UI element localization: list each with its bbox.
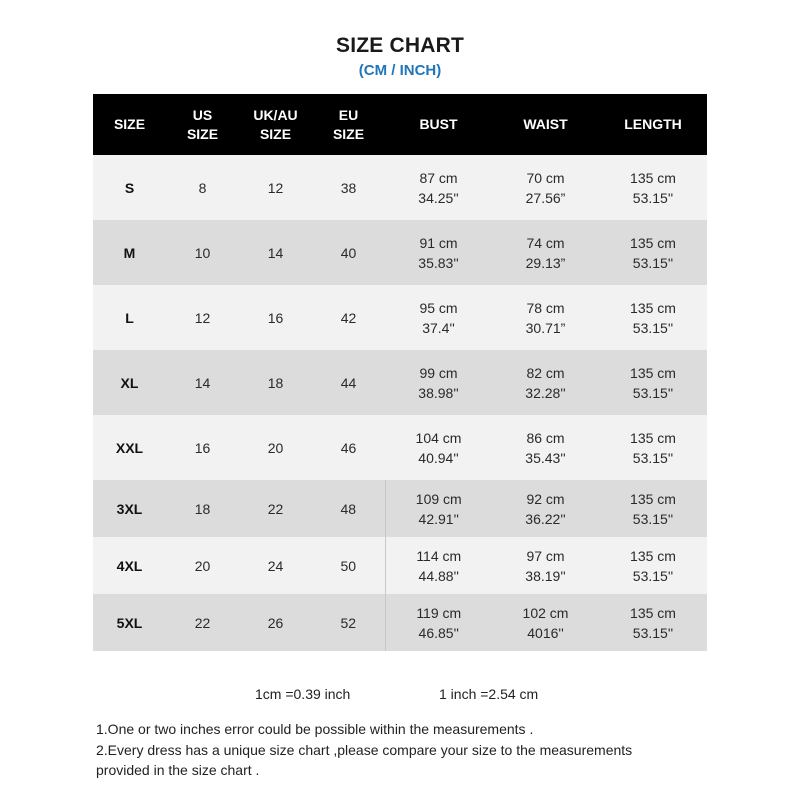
- cell-us-size: 18: [166, 480, 239, 537]
- cell-us-size: 8: [166, 155, 239, 220]
- bust-cm: 119 cm: [416, 604, 462, 621]
- cell-length: [599, 415, 707, 480]
- cell-length: [599, 594, 707, 651]
- cell-size: 5XL: [93, 594, 166, 651]
- bust-cm: 91 cm: [419, 234, 458, 251]
- waist-inch: 38.19'': [525, 567, 566, 584]
- length-cm: 135 cm: [630, 234, 676, 251]
- cell-us-size: 22: [166, 594, 239, 651]
- bust-inch: 37.4'': [422, 319, 455, 336]
- cell-uk-au-size: 22: [239, 480, 312, 537]
- cell-size: L: [93, 285, 166, 350]
- cell-uk-au-size: 24: [239, 537, 312, 594]
- cell-length: [599, 220, 707, 285]
- cell-eu-size: 42: [312, 285, 385, 350]
- cell-waist: [492, 220, 599, 285]
- cell-eu-size: 52: [312, 594, 385, 651]
- cell-bust: [385, 350, 492, 415]
- bust-cm: 114 cm: [416, 547, 462, 564]
- bust-inch: 38.98'': [418, 384, 459, 401]
- note-line: 1.One or two inches error could be possible within the measurements .: [96, 721, 534, 737]
- waist-inch: 27.56”: [525, 189, 566, 206]
- waist-inch: 29.13”: [525, 254, 566, 271]
- cell-bust: [385, 155, 492, 220]
- cell-size: XL: [93, 350, 166, 415]
- waist-cm: 78 cm: [526, 299, 565, 316]
- conversion-inch-to-cm: 1 inch =2.54 cm: [439, 686, 539, 702]
- header-eu-size: EU SIZE: [312, 94, 385, 155]
- length-inch: 53.15'': [632, 319, 674, 336]
- length-inch: 53.15'': [632, 567, 674, 584]
- cell-length: [599, 350, 707, 415]
- waist-inch: 32.28'': [525, 384, 566, 401]
- page-subtitle: (CM / INCH): [358, 62, 442, 79]
- cell-bust: [385, 220, 492, 285]
- table-row: [93, 594, 707, 651]
- waist-inch: 35.43'': [525, 449, 566, 466]
- cell-length: [599, 285, 707, 350]
- header-waist: WAIST: [492, 94, 599, 155]
- cell-us-size: 20: [166, 537, 239, 594]
- cell-bust: [385, 594, 492, 651]
- cell-size: 4XL: [93, 537, 166, 594]
- length-inch: 53.15'': [632, 624, 674, 641]
- bust-cm: 109 cm: [415, 490, 462, 507]
- length-cm: 135 cm: [630, 429, 676, 446]
- bust-inch: 44.88'': [418, 567, 459, 584]
- cell-size: 3XL: [93, 480, 166, 537]
- length-inch: 53.15'': [632, 189, 674, 206]
- cell-waist: [492, 537, 599, 594]
- conversion-cm-to-inch: 1cm =0.39 inch: [255, 686, 351, 702]
- cell-uk-au-size: 16: [239, 285, 312, 350]
- cell-us-size: 14: [166, 350, 239, 415]
- length-cm: 135 cm: [630, 364, 676, 381]
- cell-length: [599, 155, 707, 220]
- length-cm: 135 cm: [630, 604, 676, 621]
- length-inch: 53.15'': [632, 510, 674, 527]
- waist-cm: 97 cm: [526, 547, 565, 564]
- cell-uk-au-size: 26: [239, 594, 312, 651]
- bust-inch: 40.94'': [418, 449, 459, 466]
- page-title: SIZE CHART: [336, 34, 464, 57]
- cell-eu-size: 46: [312, 415, 385, 480]
- cell-eu-size: 38: [312, 155, 385, 220]
- table-row: [93, 350, 707, 415]
- bust-cm: 87 cm: [419, 169, 458, 186]
- cell-waist: [492, 480, 599, 537]
- cell-eu-size: 40: [312, 220, 385, 285]
- cell-waist: [492, 415, 599, 480]
- header-size: SIZE: [93, 94, 166, 155]
- cell-bust: [385, 537, 492, 594]
- cell-eu-size: 44: [312, 350, 385, 415]
- waist-cm: 102 cm: [522, 604, 569, 621]
- bust-inch: 42.91'': [418, 510, 459, 527]
- length-inch: 53.15'': [632, 254, 674, 271]
- waist-cm: 70 cm: [526, 169, 565, 186]
- cell-length: [599, 537, 707, 594]
- cell-waist: [492, 155, 599, 220]
- cell-length: [599, 480, 707, 537]
- cell-uk-au-size: 18: [239, 350, 312, 415]
- cell-us-size: 10: [166, 220, 239, 285]
- length-cm: 135 cm: [630, 490, 676, 507]
- size-notes: [96, 719, 716, 781]
- table-header-row: [93, 94, 707, 155]
- cell-bust: [385, 415, 492, 480]
- table-body: [93, 155, 707, 651]
- cell-eu-size: 48: [312, 480, 385, 537]
- waist-cm: 82 cm: [526, 364, 565, 381]
- header-us-size: US SIZE: [166, 94, 239, 155]
- waist-cm: 74 cm: [526, 234, 565, 251]
- length-cm: 135 cm: [630, 547, 676, 564]
- header-bust: BUST: [385, 94, 492, 155]
- header-uk-au-size: UK/AU SIZE: [239, 94, 312, 155]
- waist-inch: 36.22'': [525, 510, 566, 527]
- bust-cm: 99 cm: [419, 364, 458, 381]
- cell-bust: [385, 285, 492, 350]
- bust-inch: 35.83'': [418, 254, 459, 271]
- bust-cm: 104 cm: [415, 429, 462, 446]
- cell-uk-au-size: 14: [239, 220, 312, 285]
- table-row: [93, 415, 707, 480]
- cell-size: XXL: [93, 415, 166, 480]
- cell-uk-au-size: 20: [239, 415, 312, 480]
- cell-us-size: 16: [166, 415, 239, 480]
- header-length: LENGTH: [599, 94, 707, 155]
- cell-size: M: [93, 220, 166, 285]
- bust-cm: 95 cm: [419, 299, 458, 316]
- length-cm: 135 cm: [630, 299, 676, 316]
- waist-inch: 30.71”: [525, 319, 566, 336]
- table-row: [93, 155, 707, 220]
- waist-inch: 4016'': [527, 624, 564, 641]
- table-row: [93, 480, 707, 537]
- table-row: [93, 537, 707, 594]
- cell-waist: [492, 594, 599, 651]
- cell-waist: [492, 285, 599, 350]
- size-chart-table: [93, 94, 707, 651]
- waist-cm: 86 cm: [526, 429, 565, 446]
- waist-cm: 92 cm: [526, 490, 565, 507]
- bust-inch: 46.85'': [418, 624, 459, 641]
- length-cm: 135 cm: [630, 169, 676, 186]
- cell-size: S: [93, 155, 166, 220]
- note-line: 2.Every dress has a unique size chart ,please compare your size to the measurements: [96, 741, 633, 758]
- cell-waist: [492, 350, 599, 415]
- length-inch: 53.15'': [632, 384, 674, 401]
- table-row: [93, 220, 707, 285]
- cell-bust: [385, 480, 492, 537]
- cell-uk-au-size: 12: [239, 155, 312, 220]
- cell-us-size: 12: [166, 285, 239, 350]
- bust-inch: 34.25'': [418, 189, 459, 206]
- note-line: provided in the size chart .: [96, 762, 260, 778]
- table-row: [93, 285, 707, 350]
- cell-eu-size: 50: [312, 537, 385, 594]
- length-inch: 53.15'': [632, 449, 674, 466]
